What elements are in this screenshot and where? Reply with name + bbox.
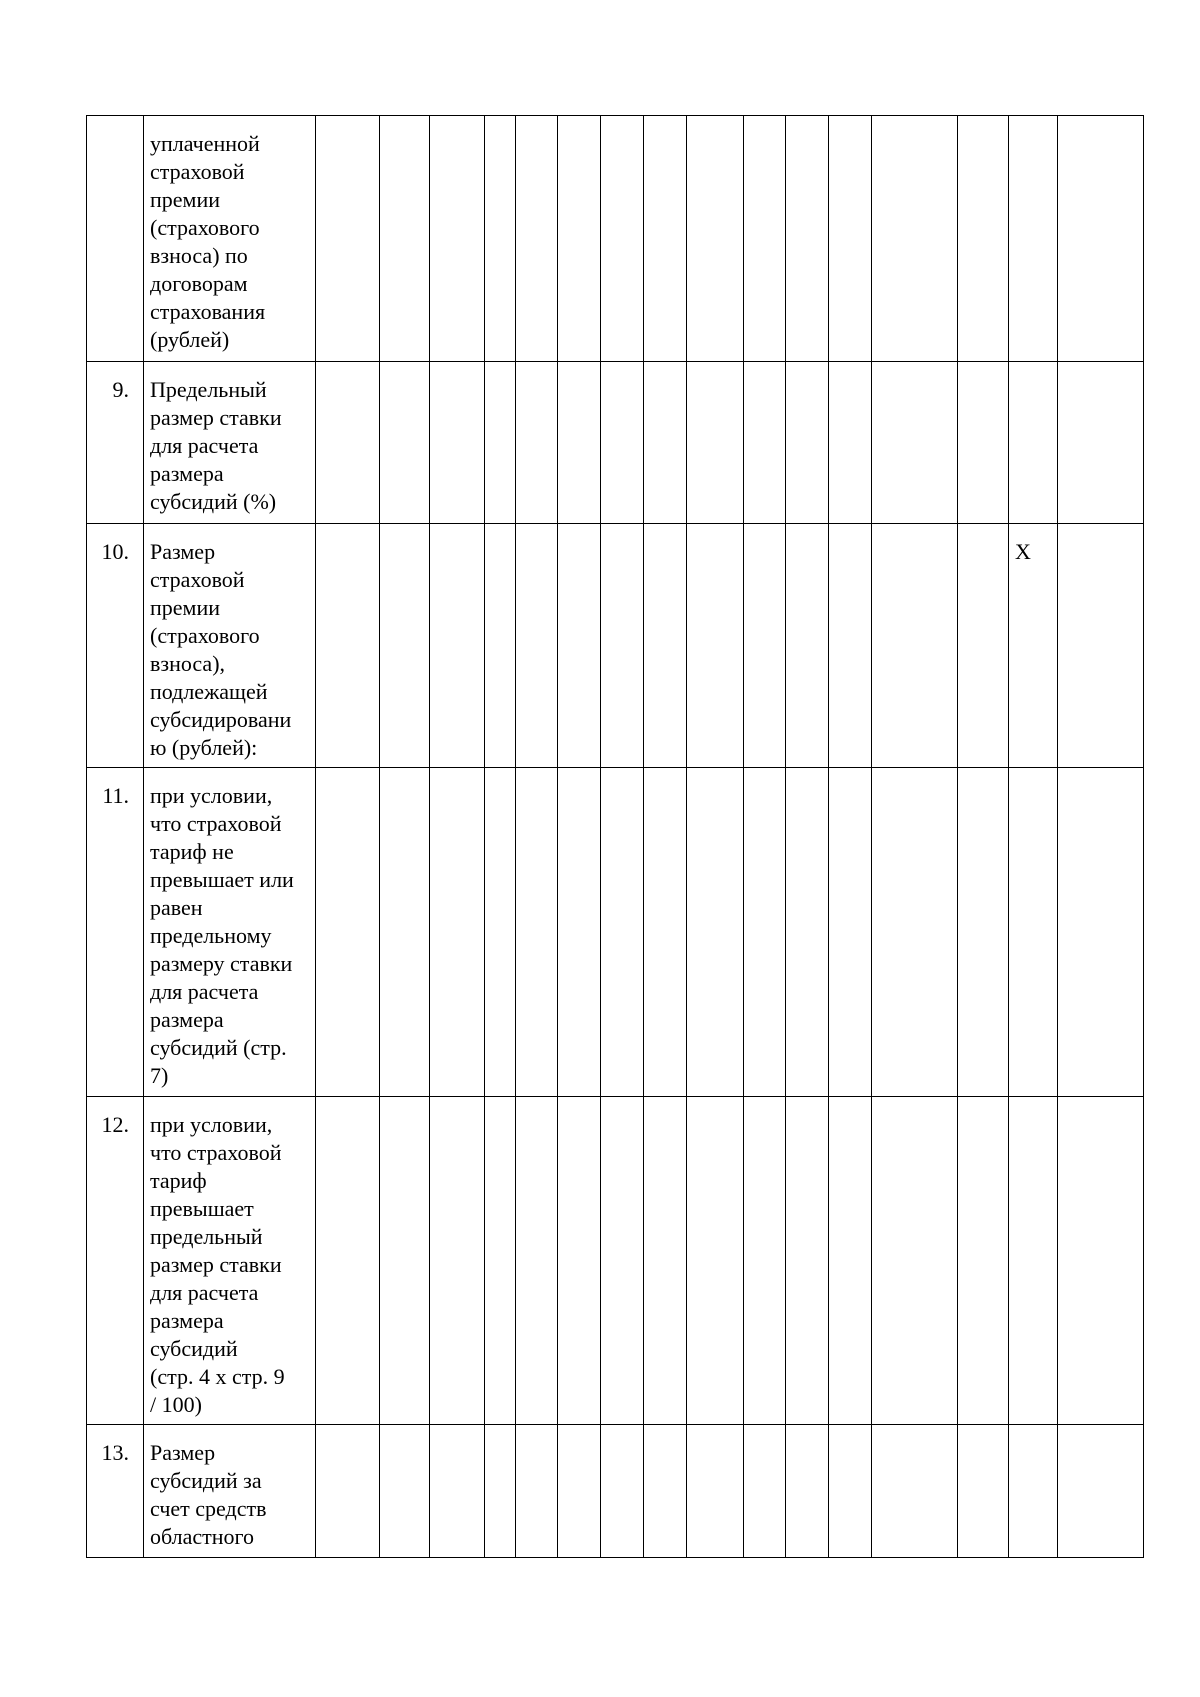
empty-cell (1058, 362, 1144, 524)
empty-cell (958, 1097, 1009, 1425)
row-number-cell: 13. (87, 1425, 144, 1558)
mark-cell: X (1009, 524, 1058, 768)
empty-cell (872, 768, 958, 1097)
empty-cell (430, 768, 485, 1097)
row-label-cell: при условии, что страховой тариф не превышает или равен предельному размеру ставки для расчета размера субсидий (стр. 7) (144, 768, 316, 1097)
empty-cell (1009, 1097, 1058, 1425)
empty-cell (316, 1425, 380, 1558)
empty-cell (601, 1097, 644, 1425)
empty-cell (829, 1097, 872, 1425)
empty-cell (687, 362, 744, 524)
table-row (87, 116, 1144, 362)
row-number-cell: 12. (87, 1097, 144, 1425)
empty-cell (485, 768, 516, 1097)
empty-cell (744, 116, 786, 362)
empty-cell (558, 768, 601, 1097)
empty-cell (601, 768, 644, 1097)
empty-cell (644, 524, 687, 768)
empty-cell (872, 362, 958, 524)
empty-cell (558, 524, 601, 768)
empty-cell (786, 362, 829, 524)
empty-cell (872, 1097, 958, 1425)
empty-cell (958, 524, 1009, 768)
empty-cell (380, 116, 430, 362)
empty-cell (1058, 116, 1144, 362)
empty-cell (1009, 362, 1058, 524)
empty-cell (485, 524, 516, 768)
empty-cell (744, 1425, 786, 1558)
subsidy-calculation-table (86, 115, 1144, 1558)
empty-cell (1058, 1097, 1144, 1425)
empty-cell (1009, 116, 1058, 362)
empty-cell (1009, 1425, 1058, 1558)
table-row (87, 524, 1144, 768)
empty-cell (872, 1425, 958, 1558)
empty-cell (516, 116, 558, 362)
empty-cell (829, 116, 872, 362)
empty-cell (380, 1097, 430, 1425)
empty-cell (829, 362, 872, 524)
empty-cell (485, 362, 516, 524)
empty-cell (485, 116, 516, 362)
empty-cell (958, 1425, 1009, 1558)
row-number-cell (87, 116, 144, 362)
empty-cell (786, 1425, 829, 1558)
empty-cell (558, 1097, 601, 1425)
empty-cell (786, 116, 829, 362)
empty-cell (316, 116, 380, 362)
empty-cell (687, 524, 744, 768)
empty-cell (1009, 768, 1058, 1097)
empty-cell (644, 768, 687, 1097)
empty-cell (687, 1097, 744, 1425)
row-label-cell: Размер страховой премии (страхового взноса), подлежащей субсидировани ю (рублей): (144, 524, 316, 768)
empty-cell (430, 362, 485, 524)
empty-cell (958, 362, 1009, 524)
empty-cell (316, 362, 380, 524)
empty-cell (485, 1425, 516, 1558)
empty-cell (744, 524, 786, 768)
empty-cell (516, 524, 558, 768)
row-number-cell: 10. (87, 524, 144, 768)
empty-cell (601, 1425, 644, 1558)
empty-cell (687, 116, 744, 362)
empty-cell (380, 524, 430, 768)
empty-cell (644, 1425, 687, 1558)
row-number-cell: 9. (87, 362, 144, 524)
empty-cell (958, 768, 1009, 1097)
empty-cell (485, 1097, 516, 1425)
empty-cell (786, 768, 829, 1097)
empty-cell (687, 1425, 744, 1558)
empty-cell (1058, 768, 1144, 1097)
empty-cell (430, 116, 485, 362)
table-row (87, 768, 1144, 1097)
empty-cell (316, 768, 380, 1097)
empty-cell (687, 768, 744, 1097)
table-row (87, 1425, 1144, 1558)
empty-cell (380, 362, 430, 524)
empty-cell (872, 116, 958, 362)
empty-cell (786, 524, 829, 768)
empty-cell (430, 1097, 485, 1425)
empty-cell (644, 1097, 687, 1425)
empty-cell (316, 1097, 380, 1425)
empty-cell (380, 1425, 430, 1558)
empty-cell (872, 524, 958, 768)
table-row (87, 362, 1144, 524)
empty-cell (601, 362, 644, 524)
empty-cell (516, 362, 558, 524)
empty-cell (316, 524, 380, 768)
empty-cell (430, 1425, 485, 1558)
row-number-cell: 11. (87, 768, 144, 1097)
empty-cell (744, 362, 786, 524)
empty-cell (558, 1425, 601, 1558)
empty-cell (786, 1097, 829, 1425)
empty-cell (1058, 524, 1144, 768)
empty-cell (430, 524, 485, 768)
empty-cell (829, 524, 872, 768)
row-label-cell: уплаченной страховой премии (страхового взноса) по договорам страхования (рублей) (144, 116, 316, 362)
row-label-cell: при условии, что страховой тариф превышает предельный размер ставки для расчета размера субсидий (стр. 4 х стр. 9 / 100) (144, 1097, 316, 1425)
empty-cell (558, 116, 601, 362)
empty-cell (601, 524, 644, 768)
empty-cell (516, 1097, 558, 1425)
empty-cell (601, 116, 644, 362)
empty-cell (744, 768, 786, 1097)
empty-cell (558, 362, 601, 524)
empty-cell (829, 768, 872, 1097)
empty-cell (644, 116, 687, 362)
empty-cell (516, 1425, 558, 1558)
empty-cell (644, 362, 687, 524)
empty-cell (744, 1097, 786, 1425)
empty-cell (516, 768, 558, 1097)
row-label-cell: Размер субсидий за счет средств областного (144, 1425, 316, 1558)
row-label-cell: Предельный размер ставки для расчета размера субсидий (%) (144, 362, 316, 524)
empty-cell (380, 768, 430, 1097)
empty-cell (1058, 1425, 1144, 1558)
table-row (87, 1097, 1144, 1425)
empty-cell (829, 1425, 872, 1558)
empty-cell (958, 116, 1009, 362)
